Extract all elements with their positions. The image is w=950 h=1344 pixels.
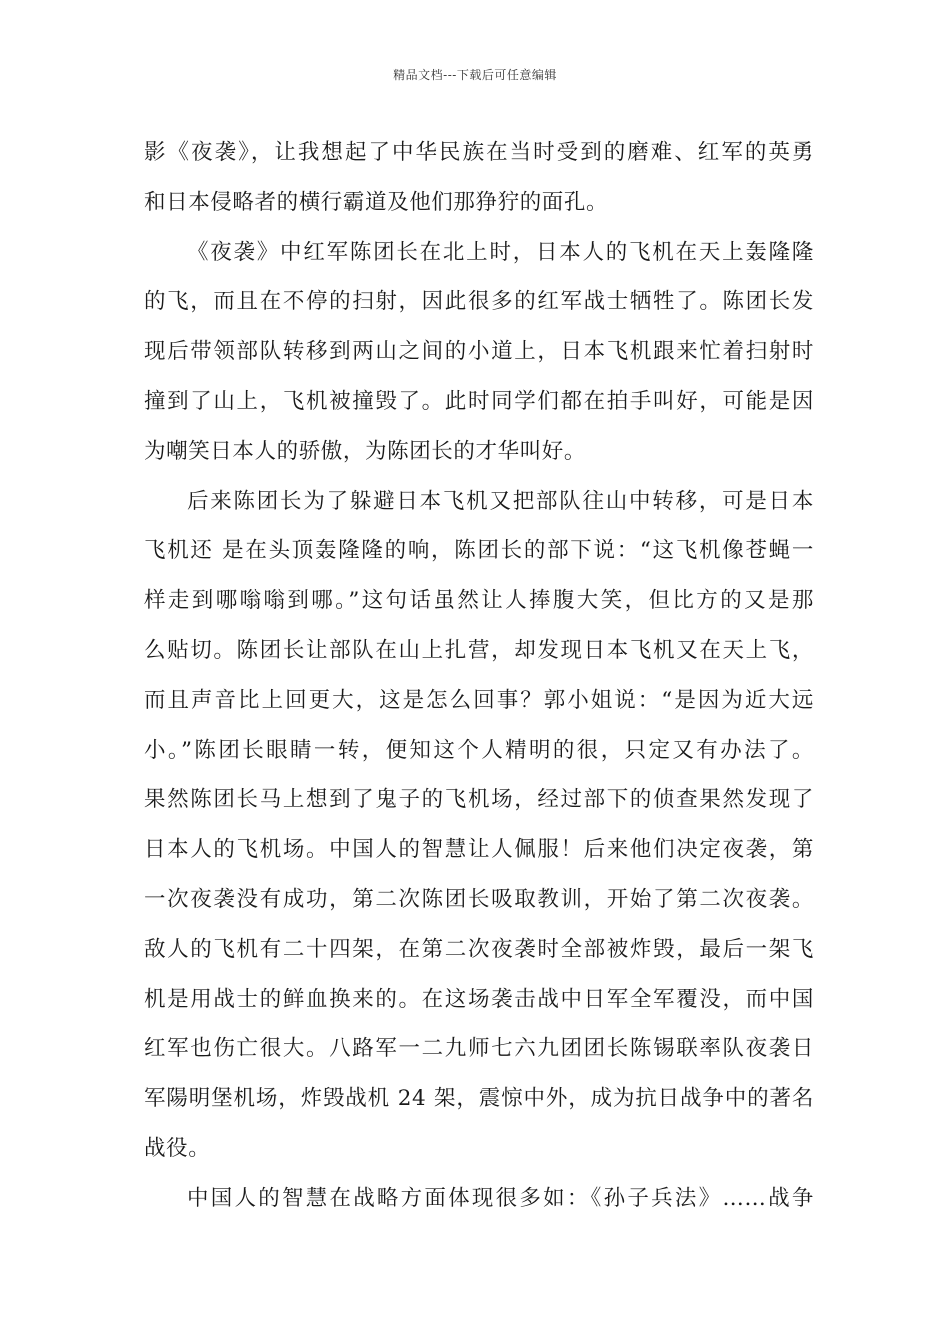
text-line: 样走到哪嗡嗡到哪。”这句话虽然让人捧腹大笑，但比方的又是那 — [144, 588, 814, 614]
text-line: 中国人的智慧在战略方面体现很多如：《孙子兵法》……战争 — [187, 1185, 814, 1211]
text-line: 果然陈团长马上想到了鬼子的飞机场，经过部下的侦查果然发现了 — [144, 787, 814, 813]
text-line: 撞到了山上，飞机被撞毁了。此时同学们都在拍手叫好，可能是因 — [144, 388, 814, 414]
text-line: 影《夜袭》，让我想起了中华民族在当时受到的磨难、红军的英勇 — [144, 140, 814, 165]
text-line: 的飞，而且在不停的扫射，因此很多的红军战士牺牲了。陈团长发 — [144, 289, 814, 315]
text-line: 一次夜袭没有成功，第二次陈团长吸取教训，开始了第二次夜袭。 — [144, 886, 814, 912]
text-line: 飞机还 是在头顶轰隆隆的响，陈团长的部下说：“这飞机像苍蝇一 — [144, 538, 814, 564]
page-header: 精品文档---下载后可任意编辑 — [393, 68, 557, 82]
text-line: 小。”陈团长眼睛一转，便知这个人精明的很，只定又有办法了。 — [144, 737, 814, 763]
text-line: 和日本侵略者的横行霸道及他们那狰狞的面孔。 — [144, 189, 609, 215]
text-line: 为嘲笑日本人的骄傲，为陈团长的才华叫好。 — [144, 438, 587, 464]
text-line: 《夜袭》中红军陈团长在北上时，日本人的飞机在天上轰隆隆 — [187, 239, 814, 265]
text-line: 军陽明堡机场，炸毁战机 24 架，震惊中外，成为抗日战争中的著名 — [144, 1086, 814, 1112]
text-line: 红军也伤亡很大。八路军一二九师七六九团团长陈锡联率队夜袭日 — [144, 1036, 814, 1062]
text-line: 么贴切。陈团长让部队在山上扎营，却发现日本飞机又在天上飞， — [144, 637, 814, 663]
text-line: 战役。 — [144, 1135, 211, 1161]
text-line: 而且声音比上回更大，这是怎么回事？郭小姐说：“是因为近大远 — [144, 687, 814, 713]
text-line: 现后带领部队转移到两山之间的小道上，日本飞机跟来忙着扫射时 — [144, 339, 814, 365]
text-line: 日本人的飞机场。中国人的智慧让人佩服！后来他们决定夜袭，第 — [144, 837, 814, 863]
text-line: 敌人的飞机有二十四架，在第二次夜袭时全部被炸毁，最后一架飞 — [144, 936, 814, 962]
document-body — [144, 128, 814, 1224]
text-line: 机是用战士的鲜血换来的。在这场袭击战中日军全军覆没，而中国 — [144, 986, 814, 1012]
text-line: 后来陈团长为了躲避日本飞机又把部队往山中转移，可是日本 — [187, 488, 814, 514]
